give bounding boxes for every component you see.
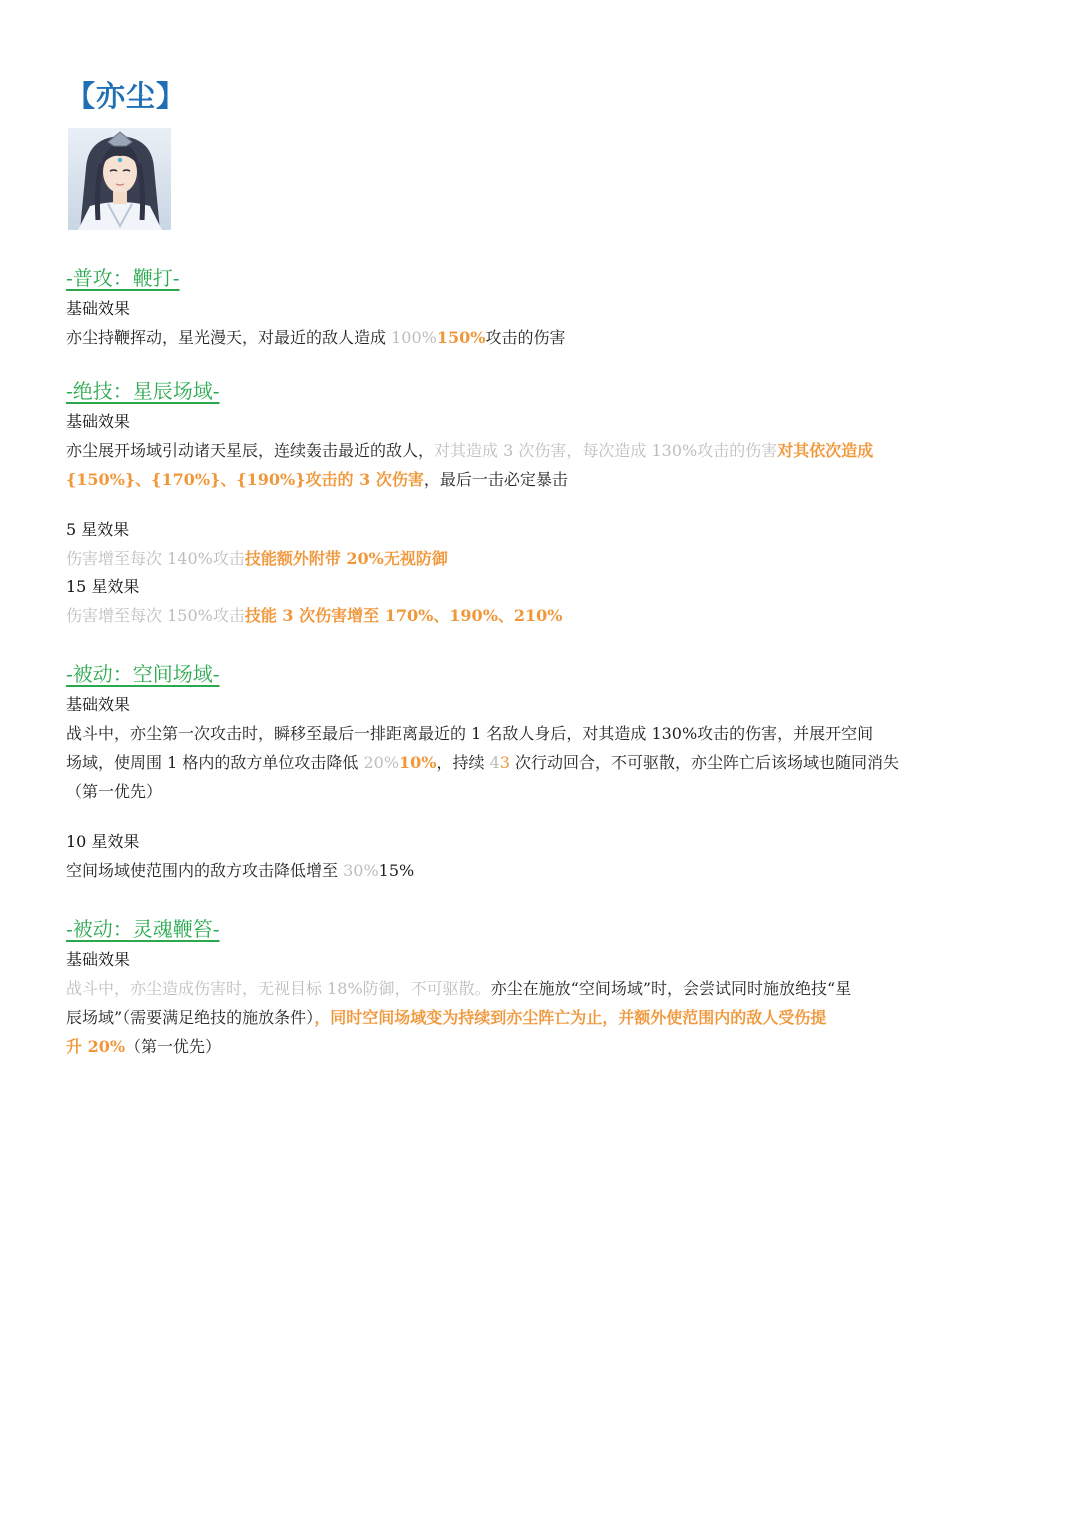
effect-text: 亦尘持鞭挥动，星光漫天，对最近的敌人造成 [66, 328, 392, 347]
old-value: 对其造成 3 次伤害，每次造成 130%攻击的伤害 [434, 441, 778, 460]
effect-text: ，持续 [436, 753, 490, 772]
new-value: 15% [378, 861, 415, 880]
effect-text: 亦尘展开场域引动诸天星辰，连续轰击最近的敌人， [66, 441, 435, 460]
section-basic-attack [66, 263, 1016, 352]
star10-effect-text [66, 856, 1016, 885]
effect-text: ，最后一击必定暴击 [423, 470, 568, 489]
star10-effect-label: 10 星效果 [66, 832, 140, 851]
base-effect-label: 基础效果 [66, 412, 131, 431]
character-portrait [68, 128, 171, 230]
base-effect-text [66, 719, 1016, 806]
new-value: {150%}、{170%}、{190%}攻击的 3 次伤害 [66, 470, 424, 489]
new-value: ，同时空间场域变为持续到亦尘阵亡为止，并额外使范围内的敌人受伤提 [314, 1008, 827, 1027]
effect-text: 场域，使周围 1 格内的敌方单位攻击降低 [66, 753, 364, 772]
effect-text: 辰场域”（需要满足绝技的施放条件） [66, 1008, 315, 1027]
new-value: 技能额外附带 20%无视防御 [244, 549, 448, 568]
effect-text: （第一优先） [125, 1037, 222, 1056]
base-effect-text [66, 436, 1016, 494]
effect-text: 空间场域使范围内的敌方攻击降低增至 [66, 861, 344, 880]
effect-text: 战斗中，亦尘第一次攻击时，瞬移至最后一排距离最近的 1 名敌人身后，对其造成 130%攻击的伤害，并展开空间 [66, 724, 874, 743]
base-effect-label: 基础效果 [66, 950, 131, 969]
new-value: 对其依次造成 [777, 441, 874, 460]
section-passive-space [66, 659, 1016, 885]
section-heading: -绝技：星辰场域- [66, 379, 220, 403]
old-value: 20% [363, 753, 400, 772]
new-value: 3 [499, 753, 510, 772]
section-ultimate [66, 376, 1016, 630]
old-value: 伤害增至每次 140%攻击 [66, 549, 245, 568]
old-value: 30% [343, 861, 379, 880]
effect-text: 攻击的伤害 [485, 328, 566, 347]
base-effect-text [66, 974, 1016, 1061]
character-portrait-image [68, 128, 171, 230]
base-effect-label: 基础效果 [66, 299, 131, 318]
old-value: 4 [489, 753, 500, 772]
section-heading: -被动：灵魂鞭笞- [66, 917, 220, 941]
section-heading: -普攻：鞭打- [66, 266, 180, 290]
star15-effect-text [66, 601, 1016, 630]
old-value: 伤害增至每次 150%攻击 [66, 606, 245, 625]
section-heading: -被动：空间场域- [66, 662, 220, 686]
new-value: 技能 3 次伤害增至 170%、190%、210% [244, 606, 563, 625]
star5-effect-label: 5 星效果 [66, 520, 130, 539]
effect-text: （第一优先） [66, 782, 163, 801]
star5-effect-text [66, 544, 1016, 573]
new-value: 10% [399, 753, 437, 772]
old-value: 战斗中，亦尘造成伤害时，无视目标 18%防御，不可驱散。 [66, 979, 491, 998]
old-value: 100% [391, 328, 437, 347]
new-value: 升 20% [66, 1037, 126, 1056]
base-effect-text [66, 323, 1016, 352]
effect-text: 次行动回合，不可驱散，亦尘阵亡后该场域也随同消失 [509, 753, 900, 772]
star15-effect-label: 15 星效果 [66, 577, 140, 596]
effect-text: 亦尘在施放“空间场域”时，会尝试同时施放绝技“星 [490, 979, 852, 998]
section-passive-soul [66, 914, 1016, 1061]
base-effect-label: 基础效果 [66, 695, 131, 714]
new-value: 150% [436, 328, 486, 347]
page-title: 【亦尘】 [66, 79, 187, 113]
